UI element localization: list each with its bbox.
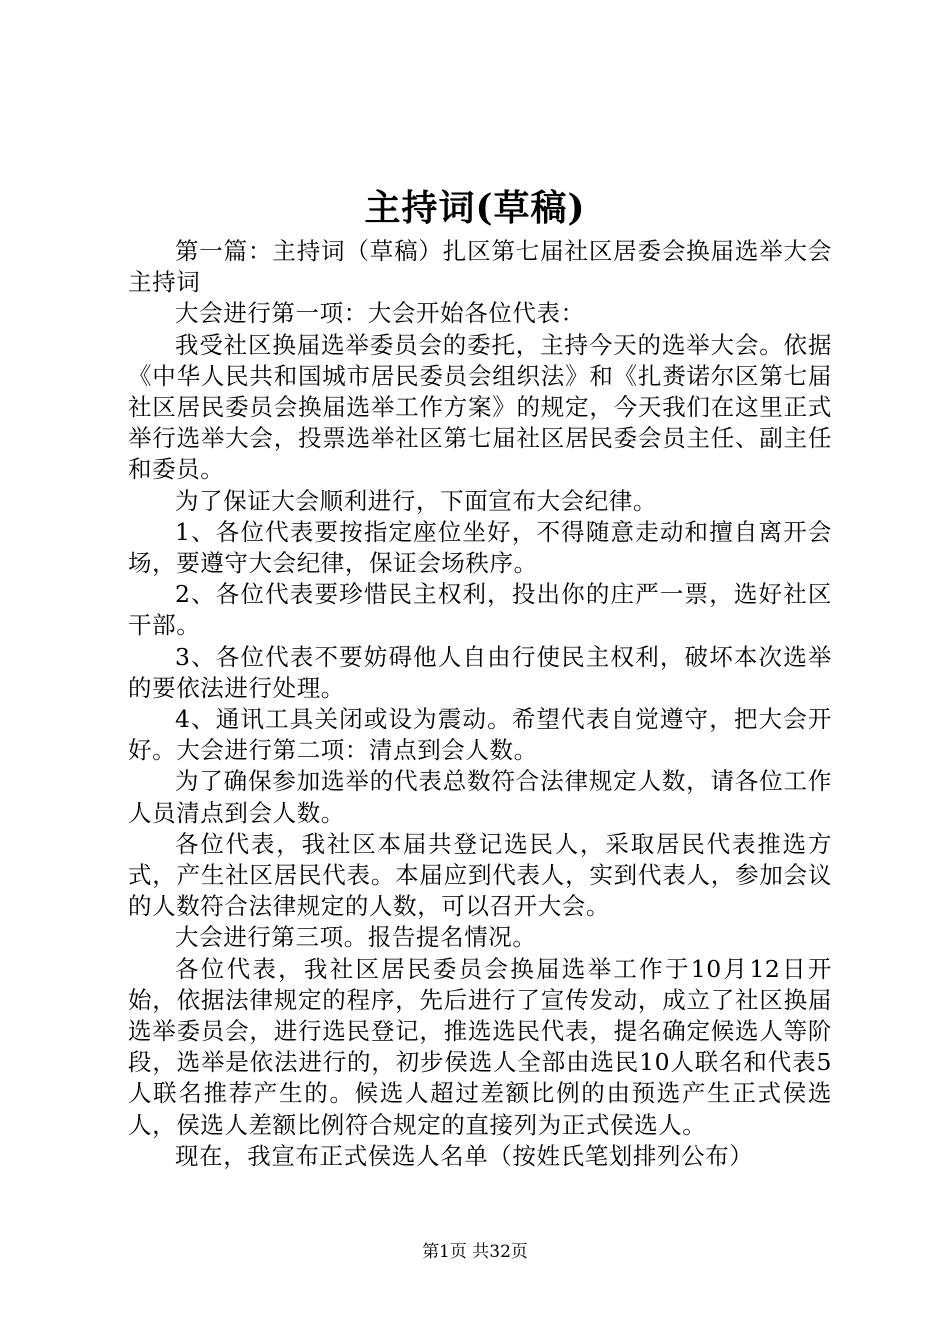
paragraph: 大会进行第三项。报告提名情况。 <box>175 923 537 952</box>
paragraph: 大会进行第一项：大会开始各位代表： <box>175 299 585 328</box>
paragraph: 我受社区换届选举委员会的委托，主持今天的选举大会。依据《中华人民共和国城市居民委员会组织法》和《扎赉诺尔区第七届社区居民委员会换届选举工作方案》的规定，今天我们在这里正式举行选举大会，投票选举社区第七届社区居民委会员主任、副主任和委员。 <box>128 330 832 484</box>
document-title: 主持词(草稿) <box>364 187 586 229</box>
document-body <box>128 236 832 1172</box>
paragraph: 4、通讯工具关闭或设为震动。希望代表自觉遵守，把大会开好。大会进行第二项：清点到会人数。 <box>128 705 832 765</box>
paragraph: 第一篇：主持词（草稿）扎区第七届社区居委会换届选举大会主持词 <box>128 237 832 297</box>
paragraph: 为了保证大会顺利进行，下面宣布大会纪律。 <box>175 486 657 515</box>
paragraph: 3、各位代表不要妨碍他人自由行使民主权利，破坏本次选举的要依法进行处理。 <box>128 642 832 702</box>
paragraph: 2、各位代表要珍惜民主权利，投出你的庄严一票，选好社区干部。 <box>128 580 832 640</box>
paragraph: 为了确保参加选举的代表总数符合法律规定人数，请各位工作人员清点到会人数。 <box>128 767 832 827</box>
paragraph: 现在，我宣布正式侯选人名单（按姓氏笔划排列公布） <box>175 1141 754 1170</box>
page-number-footer: 第1页 共32页 <box>422 1242 528 1262</box>
paragraph: 各位代表，我社区本届共登记选民人，采取居民代表推选方式，产生社区居民代表。本届应到代表人，实到代表人，参加会议的人数符合法律规定的人数，可以召开大会。 <box>128 829 832 921</box>
paragraph: 1、各位代表要按指定座位坐好，不得随意走动和擅自离开会场，要遵守大会纪律，保证会场秩序。 <box>128 517 832 578</box>
paragraph: 各位代表，我社区居民委员会换届选举工作于10月12日开始，依据法律规定的程序，先后进行了宣传发动，成立了社区换届选举委员会，进行选民登记，推选选民代表，提名确定候选人等阶段，选举是依法进行的，初步侯选人全部由选民10人联名和代表5人联名推荐产生的。候选人超过差额比例的由预选产生正式侯选人，侯选人差额比例符合规定的直接列为正式侯选人。 <box>128 954 832 1139</box>
